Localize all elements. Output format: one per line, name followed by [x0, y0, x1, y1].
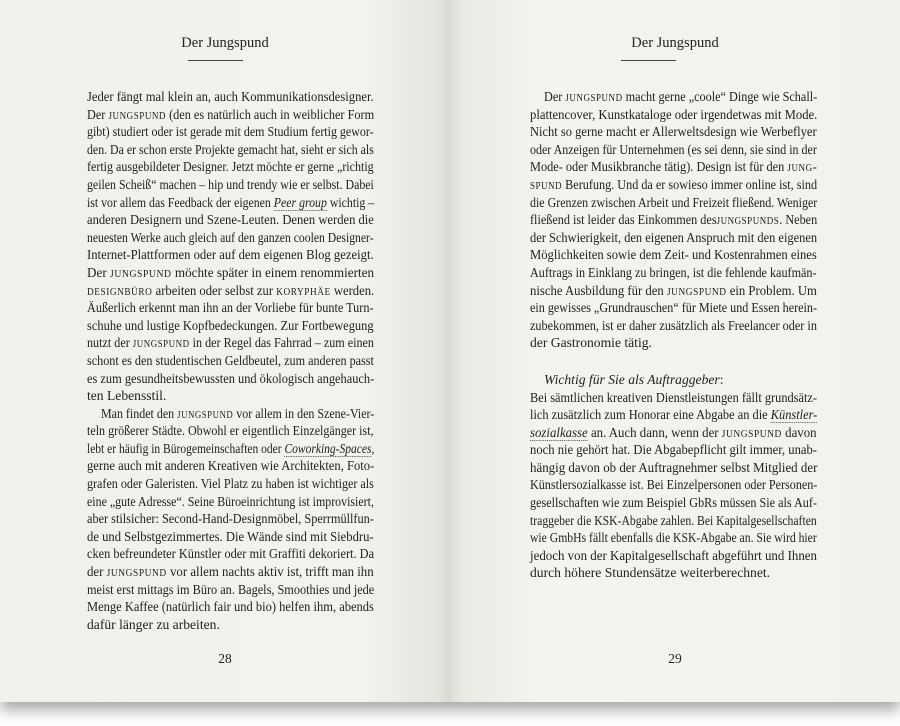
text-run: , [371, 440, 375, 456]
line-content [87, 352, 374, 370]
running-header: Der Jungspund [631, 35, 719, 51]
small-caps-term: jungspund [721, 424, 782, 440]
glossary-link[interactable]: Künstler- [770, 407, 818, 423]
text-run: cken befreundeter Künstler oder mit Graffiti dekoriert. Da [87, 546, 375, 562]
text-line [530, 529, 817, 547]
text-run: arbeiten oder selbst zur [152, 282, 277, 298]
line-content [87, 264, 374, 282]
text-run: gesellschaften wie zum Beispiel GbRs müssen Sie als Auf- [530, 495, 817, 511]
text-line [530, 88, 817, 106]
line-content [87, 545, 374, 563]
text-line [530, 512, 817, 530]
text-line [530, 176, 817, 194]
header-rule [188, 60, 243, 61]
page-number: 29 [668, 651, 682, 666]
line-content [87, 334, 374, 352]
text-line [87, 229, 374, 247]
text-run: Berufung. Und da er sowieso immer online ist, sind [562, 176, 818, 192]
text-line [87, 405, 374, 423]
text-run: zubekommen, ist er daher zusätzlich als Freelancer oder in [530, 317, 817, 333]
text-run: in der Regel das Fahrrad – zum einen [189, 335, 374, 351]
text-line [530, 141, 817, 159]
line-content [87, 457, 374, 475]
text-line [87, 598, 374, 616]
small-caps-term: jungspund [108, 106, 166, 122]
text-run: vor allem in den Szene-Vier- [233, 405, 375, 421]
text-run: wichtig – [326, 194, 375, 210]
text-run: . Neben [779, 212, 818, 228]
line-content [530, 264, 817, 282]
text-run: Künstlersozialkasse ist. Bei Einzelpersonen oder Personen- [530, 477, 818, 493]
text-line [530, 194, 817, 212]
text-run: Bei sämtlichen kreativen Dienstleistungen fällt grundsätz- [530, 389, 817, 405]
text-run: Jeder fängt mal klein an, auch Kommunikationsdesigner. [87, 89, 374, 104]
text-run: lich zusätzlich zum Honorar eine Abgabe an die [530, 407, 771, 423]
text-line [530, 334, 817, 352]
line-content [87, 88, 374, 106]
running-header: Der Jungspund [181, 35, 269, 51]
text-line [87, 158, 374, 176]
line-content [530, 282, 817, 300]
text-run: Menge Kaffee (natürlich fair und bio) helfen ihm, abends [87, 599, 374, 615]
line-content [87, 299, 374, 317]
text-line [530, 371, 817, 389]
text-line [87, 616, 374, 634]
line-content [87, 176, 374, 194]
line-content [530, 441, 817, 459]
line-content [530, 246, 817, 264]
text-run: grafen oder Galeristen. Viel Platz zu haben ist wichtiger als [87, 476, 374, 492]
small-caps-term: jung- [787, 159, 818, 175]
text-line [530, 494, 817, 512]
line-content [101, 405, 374, 423]
text-line [87, 528, 374, 546]
text-run: Möglichkeiten sowie dem Zeit- und Kostenrahmen eines [530, 247, 817, 263]
text-line [87, 246, 374, 264]
text-run: wie GmbHs fällt ebenfalls die KSK-Abgabe an. Sie wird hier [530, 530, 817, 546]
text-line [530, 547, 817, 565]
text-run: eine „gute Adresse“. Seine Büroeinrichtung ist improvisiert, [87, 493, 374, 509]
small-caps-term: designbüro [87, 282, 153, 298]
paragraph-gap [530, 352, 817, 371]
italic-heading: Wichtig für Sie als Auftraggeber [544, 371, 720, 387]
text-line [530, 211, 817, 229]
text-line [87, 88, 374, 106]
text-run: die Grenzen zwischen Arbeit und Freizeit fließend. Weniger [530, 194, 818, 210]
header-rule [621, 60, 676, 61]
line-content [530, 211, 817, 229]
text-run: nische Ausbildung für den [530, 282, 667, 298]
text-run: (den es natürlich auch in weiblicher Form [165, 106, 375, 122]
small-caps-term: jungspund [177, 405, 234, 421]
line-content [87, 510, 374, 528]
text-line [87, 106, 374, 124]
text-run: an. Auch dann, wenn der [587, 424, 722, 440]
text-line [87, 493, 374, 511]
text-run: anderen Designern und Szene-Leuten. Denen werden die [87, 212, 374, 228]
line-content [87, 370, 374, 388]
text-run: de und Selbstgezimmertes. Die Wände sind mit Siebdru- [87, 528, 374, 544]
line-content [530, 229, 817, 247]
text-run: es zum gesundheitsbewussten und ökologisch angehauch- [87, 370, 375, 386]
line-content [87, 282, 374, 300]
text-run: nutzt der [87, 335, 133, 351]
text-run: Äußerlich erkennt man ihn an der Vorliebe für bunte Turn- [87, 300, 374, 316]
text-run: hängig davon ob der Auftragnehmer selbst Mitglied der [530, 459, 818, 475]
text-line [530, 299, 817, 317]
text-line [530, 229, 817, 247]
text-line [530, 158, 817, 176]
text-run: gibt) studiert oder ist gerade mit dem Studium fertig gewor- [87, 124, 374, 140]
line-content [530, 176, 817, 194]
text-line [87, 545, 374, 563]
text-line [87, 370, 374, 388]
text-line [530, 406, 817, 424]
line-content [530, 406, 817, 424]
text-line [87, 440, 374, 458]
text-run: neuesten Werke auch gleich auf den ganzen coolen Designer- [87, 229, 374, 245]
text-run: schuhe und lustige Kopfbedeckungen. Zur Fortbewegung [87, 317, 374, 333]
line-content [87, 422, 374, 440]
text-line [87, 352, 374, 370]
text-run: werden. [330, 282, 375, 298]
line-content [530, 141, 817, 159]
text-run: vor allem nachts aktiv ist, trifft man ihn [166, 564, 374, 580]
line-content [530, 317, 817, 335]
text-run: der Gastronomie tätig. [530, 335, 652, 351]
line-content [530, 424, 817, 442]
text-run: fertig ausgebildeter Designer. Jetzt möchte er gerne „richtig [87, 159, 374, 175]
body-text [530, 88, 817, 582]
line-content [530, 547, 817, 565]
text-line [530, 246, 817, 264]
small-caps-term: jungspund [106, 564, 167, 580]
text-line [530, 106, 817, 124]
text-run: ist vor allem das Feedback der eigenen [87, 194, 274, 210]
text-run: macht gerne „coole“ Dinge wie Schall- [622, 89, 818, 104]
small-caps-term: spund [530, 176, 563, 192]
text-run: meist erst mittags im Büro an. Bagels, Smoothies und jede [87, 581, 375, 597]
text-run: plattencover, Kunstkataloge oder irgendetwas mit Mode. [530, 106, 818, 122]
line-content [87, 440, 374, 458]
text-run: schont es den studentischen Geldbeutel, zum anderen passt [87, 352, 374, 368]
line-content [544, 88, 817, 106]
text-line [87, 457, 374, 475]
line-content [87, 246, 374, 264]
line-content [87, 106, 374, 124]
small-caps-term: jungspund [565, 89, 623, 104]
text-run: Auftrags in Einklang zu bringen, ist die fehlende kaufmän- [530, 264, 817, 280]
text-line [530, 282, 817, 300]
line-content [87, 598, 374, 616]
line-content [87, 211, 374, 229]
page-number: 28 [218, 651, 232, 666]
line-content [530, 299, 817, 317]
line-content [530, 512, 817, 530]
small-caps-term: jungspunds [716, 212, 780, 228]
text-line [87, 475, 374, 493]
text-line [530, 564, 817, 582]
text-line [87, 264, 374, 282]
line-content [530, 459, 817, 477]
text-run: Mode- oder Musikbranche tätig). Design ist für den [530, 159, 788, 175]
text-line [87, 194, 374, 212]
text-run: dafür länger zu arbeiten. [87, 616, 220, 632]
line-content [87, 229, 374, 247]
text-line [87, 387, 374, 405]
glossary-link[interactable]: Peer group [273, 194, 327, 210]
text-run: davon [781, 424, 817, 440]
line-content [530, 476, 817, 494]
text-run: Man findet den [101, 405, 178, 421]
text-line [530, 424, 817, 442]
text-run: durch höhere Stundensätze weiterberechnet. [530, 565, 771, 581]
text-run: ein gewisses „Grundrauschen“ für Miete und Essen herein- [530, 300, 817, 316]
text-run: teln größerer Städte. Obwohl er eigentlich Einzelgänger ist, [87, 423, 374, 439]
line-content [87, 475, 374, 493]
text-run: noch nie gehört hat. Die Abgabepflicht gilt immer, unab- [530, 442, 818, 458]
text-line [530, 123, 817, 141]
body-text [87, 88, 374, 633]
line-content [530, 194, 817, 212]
text-run: möchte später in einem renommierten [171, 264, 375, 280]
text-line [87, 510, 374, 528]
line-content [530, 389, 817, 407]
line-content [87, 528, 374, 546]
small-caps-term: jungspund [109, 264, 172, 280]
text-run: jedoch von der Kapitalgesellschaft abgeführt und Ihnen [530, 547, 817, 563]
glossary-link[interactable]: Coworking-Spaces [284, 440, 372, 456]
small-caps-term: jungspund [132, 335, 190, 351]
text-run: Nicht so gerne macht er Allerweltsdesign wie Werbeflyer [530, 124, 817, 140]
line-content [87, 563, 374, 581]
line-content [87, 581, 374, 599]
text-run: traggeber die KSK-Abgabe zahlen. Bei Kapitalgesellschaften [530, 512, 817, 528]
line-content [530, 494, 817, 512]
text-run: fließend ist leider das Einkommen des [530, 212, 717, 228]
small-caps-term: koryphäe [276, 282, 331, 298]
text-line [87, 317, 374, 335]
text-line [87, 422, 374, 440]
text-line [87, 211, 374, 229]
text-line [87, 123, 374, 141]
text-run: geilen Scheiß“ machen – hip und trendy wie er selbst. Dabei [87, 176, 374, 192]
line-content [530, 158, 817, 176]
line-content [87, 141, 374, 159]
text-run: ein Problem. Um [726, 282, 817, 298]
text-run: den. Da er schon erste Projekte gemacht hat, sieht er sich als [87, 141, 374, 157]
text-run: ten Lebensstil. [87, 388, 167, 404]
text-line [87, 334, 374, 352]
text-run: Der [87, 106, 109, 122]
text-line [530, 459, 817, 477]
text-line [530, 476, 817, 494]
text-line [87, 141, 374, 159]
line-content [530, 529, 817, 547]
small-caps-term: jungspund [666, 282, 727, 298]
text-run: gerne auch mit anderen Kreativen wie Architekten, Foto- [87, 458, 375, 474]
right-page [450, 0, 900, 702]
text-line [530, 317, 817, 335]
line-content [530, 106, 817, 124]
text-run: : [719, 371, 724, 387]
line-content [87, 158, 374, 176]
text-run: oder Anzeigen für Unternehmen (es sei denn, sie sind in der [530, 141, 817, 157]
left-page [0, 0, 450, 702]
text-line [87, 282, 374, 300]
line-content [87, 317, 374, 335]
text-line [530, 389, 817, 407]
line-content [87, 123, 374, 141]
text-run: Der [87, 264, 110, 280]
text-run: Der [544, 89, 566, 104]
line-content [530, 123, 817, 141]
text-run: der [87, 564, 107, 580]
text-line [87, 563, 374, 581]
text-line [87, 581, 374, 599]
text-line [530, 441, 817, 459]
text-run: Internet-Plattformen oder auf dem eigenen Blog gezeigt. [87, 247, 374, 263]
text-line [530, 264, 817, 282]
glossary-link[interactable]: sozialkasse [530, 424, 588, 440]
line-content [87, 493, 374, 511]
text-line [87, 299, 374, 317]
text-run: der Schwierigkeit, den eigenen Anspruch mit den eigenen [530, 229, 818, 245]
text-line [87, 176, 374, 194]
text-run: aber stilsicher: Second-Hand-Designmöbel, Sperrmüllfun- [87, 511, 374, 527]
line-content [87, 194, 374, 212]
text-run: lebt er häufig in Bürogemeinschaften oder [87, 440, 285, 456]
